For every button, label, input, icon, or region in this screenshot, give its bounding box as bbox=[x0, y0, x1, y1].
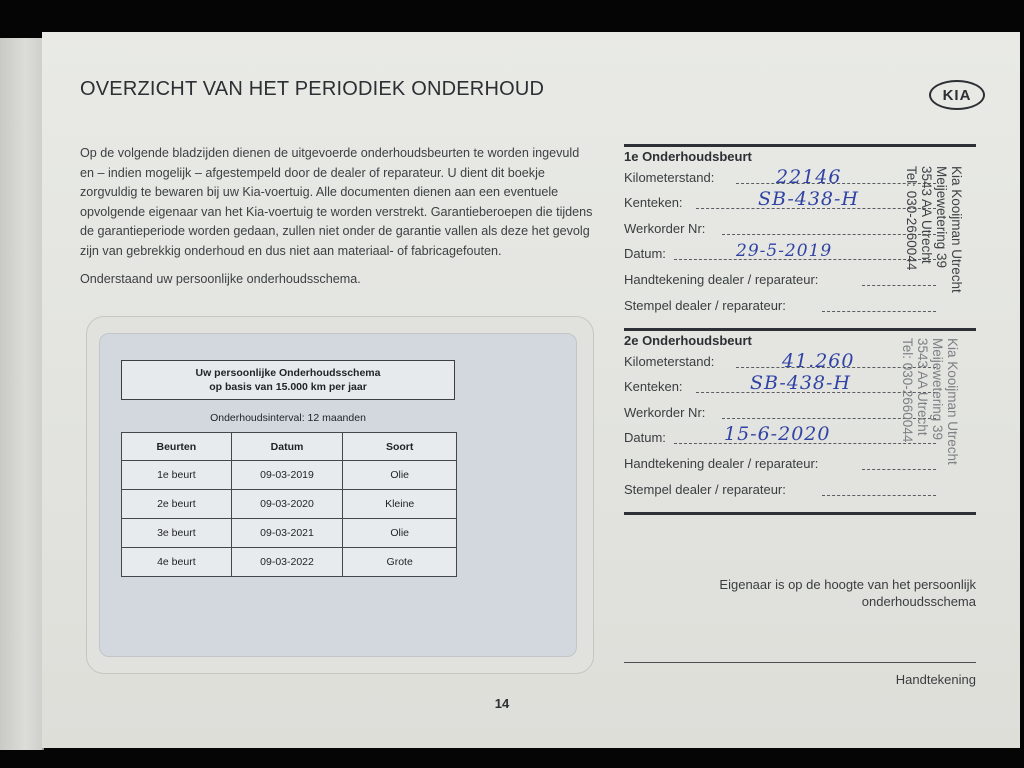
cell-soort: Grote bbox=[343, 548, 457, 577]
booklet-page bbox=[42, 32, 1020, 748]
field-label: Werkorder Nr: bbox=[624, 404, 706, 420]
schedule-header bbox=[121, 360, 455, 400]
stamp-line: Meijewetering 39 bbox=[930, 338, 945, 441]
page-number: 14 bbox=[494, 696, 510, 711]
intro-paragraph: Op de volgende bladzijden dienen de uitgevoerde onderhoudsbeurten te worden ingevuld en – indien mogelijk – afgestempeld door de dealer of reparateur. U dient dit boekje zorgvuldig te bewaren bij uw Kia-voertuig. Alle documenten dienen aan een eventuele opvolgende eigenaar van het Kia-voertuig te worden verstrekt. Garantieberoepen die tijdens de garantieperiode worden gedaan, zullen niet onder de garantie vallen als deze het gevolg zijn van gebrekkig onderhoud en dus niet aan materiaal- of fabricagefouten. bbox=[80, 146, 593, 258]
field-line bbox=[822, 311, 936, 312]
intro-text bbox=[80, 144, 596, 289]
table-row bbox=[122, 519, 457, 548]
owner-signature-line bbox=[624, 662, 976, 663]
handwritten-datum: 15-6-2020 bbox=[724, 423, 831, 446]
field-label: Datum: bbox=[624, 430, 666, 446]
table-row bbox=[122, 548, 457, 577]
owner-line1: Eigenaar is op de hoogte van het persoonlijk bbox=[719, 577, 976, 592]
handwritten-kilometerstand: 22146 bbox=[776, 165, 842, 188]
handwritten-kenteken: SB-438-H bbox=[750, 372, 852, 395]
cell-beurt: 3e beurt bbox=[122, 519, 232, 548]
cell-datum: 09-03-2019 bbox=[231, 461, 343, 490]
left-page-edge bbox=[0, 38, 44, 750]
owner-line2: onderhoudsschema bbox=[861, 594, 976, 609]
cell-datum: 09-03-2021 bbox=[231, 519, 343, 548]
field-label: Kilometerstand: bbox=[624, 353, 715, 369]
field-line bbox=[862, 469, 936, 470]
cell-beurt: 4e beurt bbox=[122, 548, 232, 577]
schedule-interval: Onderhoudsinterval: 12 maanden bbox=[210, 412, 366, 424]
col-header-soort: Soort bbox=[343, 433, 457, 461]
handwritten-datum: 29-5-2019 bbox=[736, 241, 833, 262]
field-stempel bbox=[624, 476, 976, 502]
field-label: Kenteken: bbox=[624, 195, 683, 211]
field-label: Stempel dealer / reparateur: bbox=[624, 297, 786, 313]
field-label: Handtekening dealer / reparateur: bbox=[624, 455, 819, 471]
stamp-line: Tel: 030-2660044 bbox=[900, 338, 915, 443]
dealer-stamp-1 bbox=[904, 166, 964, 293]
table-row bbox=[122, 490, 457, 519]
field-label: Kilometerstand: bbox=[624, 169, 715, 185]
kia-logo bbox=[929, 80, 985, 110]
stamp-line: 3543 AA Utrecht bbox=[919, 166, 934, 264]
service-divider bbox=[624, 328, 976, 331]
field-label: Datum: bbox=[624, 246, 666, 262]
cell-soort: Olie bbox=[343, 519, 457, 548]
field-label: Stempel dealer / reparateur: bbox=[624, 481, 786, 497]
stamp-line: Meijewetering 39 bbox=[934, 166, 949, 269]
field-stempel bbox=[624, 292, 976, 318]
stamp-line: Tel: 030-2660044 bbox=[904, 166, 919, 271]
schedule-photo-frame bbox=[86, 316, 594, 674]
cell-soort: Kleine bbox=[343, 490, 457, 519]
field-line bbox=[822, 495, 936, 496]
schedule-header-line2: op basis van 15.000 km per jaar bbox=[209, 381, 367, 393]
page-title: OVERZICHT VAN HET PERIODIEK ONDERHOUD bbox=[80, 78, 545, 100]
cell-soort: Olie bbox=[343, 461, 457, 490]
schedule-header-line1: Uw persoonlijke Onderhoudsschema bbox=[195, 367, 381, 379]
service-heading: 1e Onderhoudsbeurt bbox=[624, 149, 752, 164]
owner-signature-label: Handtekening bbox=[895, 672, 976, 687]
service-divider bbox=[624, 144, 976, 147]
schedule-table bbox=[121, 432, 457, 577]
field-label: Kenteken: bbox=[624, 379, 683, 395]
field-label: Handtekening dealer / reparateur: bbox=[624, 271, 819, 287]
cell-beurt: 2e beurt bbox=[122, 490, 232, 519]
stamp-line: Kia Kooijman Utrecht bbox=[949, 166, 964, 293]
schedule-header-row bbox=[122, 433, 457, 461]
handwritten-kenteken: SB-438-H bbox=[758, 188, 860, 211]
cell-beurt: 1e beurt bbox=[122, 461, 232, 490]
kia-logo-text: KIA bbox=[942, 86, 972, 104]
table-row bbox=[122, 461, 457, 490]
stamp-line: Kia Kooijman Utrecht bbox=[945, 338, 960, 465]
service-heading: 2e Onderhoudsbeurt bbox=[624, 333, 752, 348]
cell-datum: 09-03-2022 bbox=[231, 548, 343, 577]
col-header-beurten: Beurten bbox=[122, 433, 232, 461]
handwritten-kilometerstand: 41.260 bbox=[782, 349, 855, 372]
col-header-datum: Datum bbox=[231, 433, 343, 461]
schedule-photo bbox=[99, 333, 577, 657]
owner-acknowledgement bbox=[602, 576, 976, 610]
cell-datum: 09-03-2020 bbox=[231, 490, 343, 519]
stamp-line: 3543 AA Utrecht bbox=[915, 338, 930, 436]
dealer-stamp-2 bbox=[900, 338, 960, 465]
services-bottom-rule bbox=[624, 512, 976, 515]
field-label: Werkorder Nr: bbox=[624, 220, 706, 236]
intro-second-line: Onderstaand uw persoonlijke onderhoudsschema. bbox=[80, 271, 361, 286]
